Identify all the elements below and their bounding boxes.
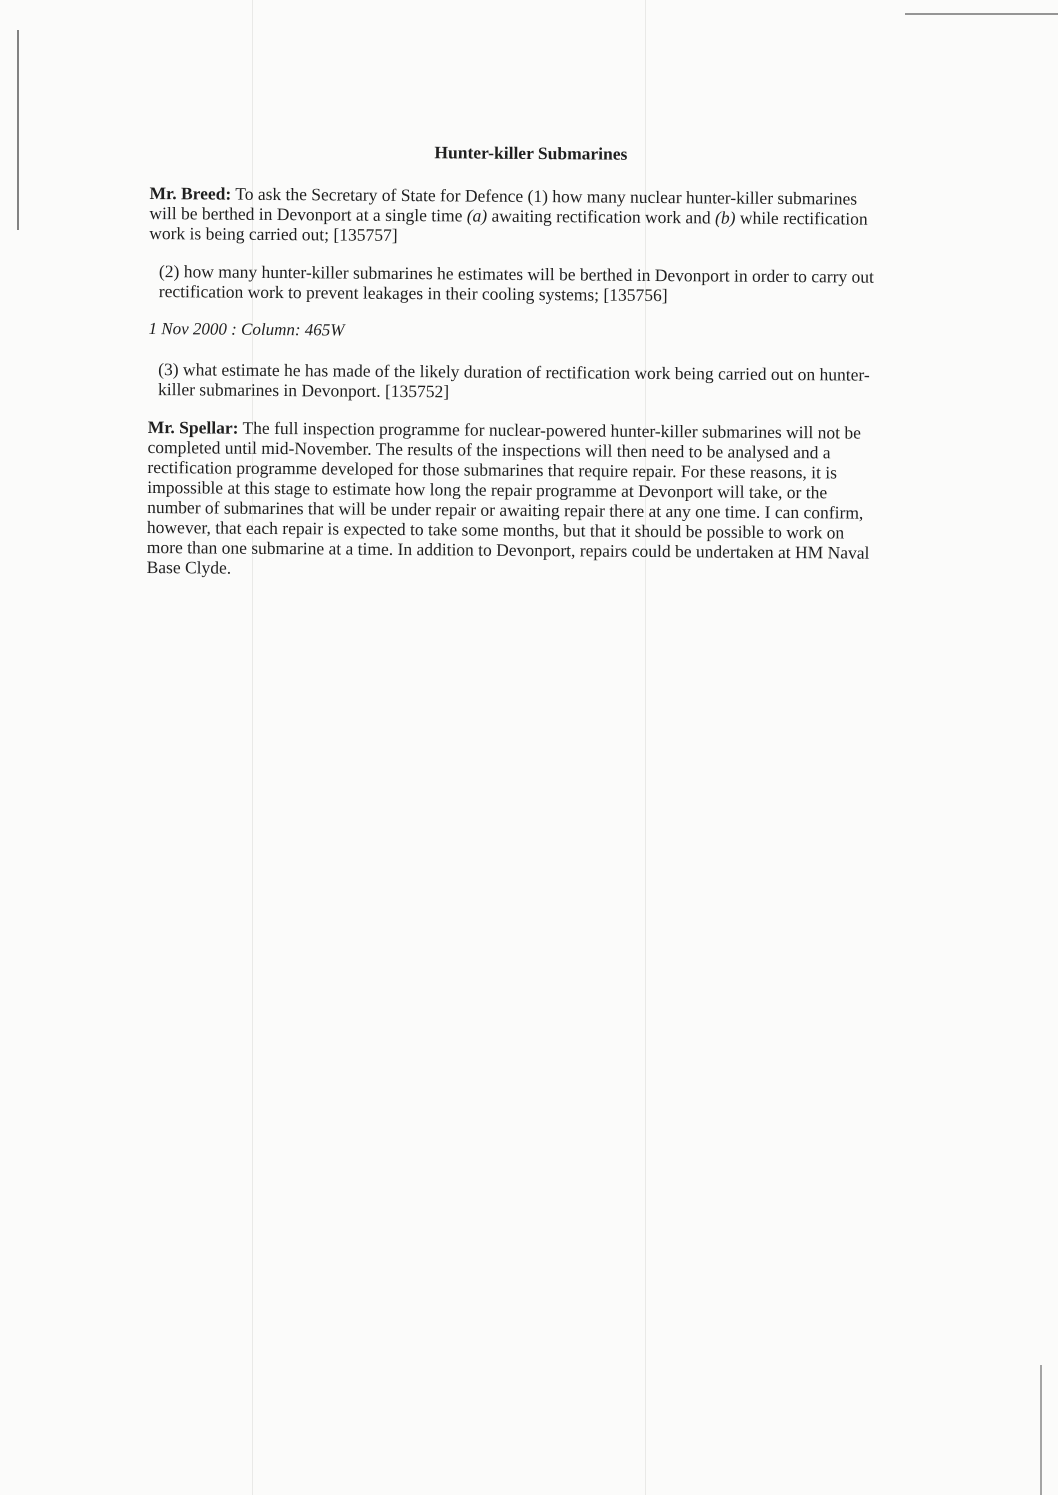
answer-text: The full inspection programme for nuclear-powered hunter-killer submarines will not be completed until mid-November. The results of the inspections will then need to be analysed and a rectification programme developed for those submarines that require repair. For these reasons, it is impossible at this stage to estimate how long the repair programme at Devonport will take, or the number of submarines that will be under repair or awaiting repair there at any one time. I can confirm, however, that each repair is expected to take some months, but that it should be possible to work on more than one submarine at a time. In addition to Devonport, repairs could be undertaken at HM Naval Base Clyde. [146,417,870,578]
answer-paragraph [147,417,880,583]
question-part-3: (3) what estimate he has made of the likely duration of rectification work being carried out on hunter-killer submarines in Devonport. [135752] [157,359,870,402]
question-paragraph [149,183,881,249]
question-part-2: (2) how many hunter-killer submarines he estimates will be berthed in Devonport in order to carry out rectification work to prevent leakages in their cooling systems; [135756] [158,261,875,306]
scan-edge-left [17,30,19,230]
column-citation: 1 Nov 2000 : Column: 465W [148,318,345,340]
question-marker-a: (a) [466,205,488,226]
scan-edge-top-right [905,13,1058,15]
question-speaker: Mr. Breed: [149,182,232,204]
question-intro: To ask the Secretary of State for Defence (1) how many nuclear hunter-killer submarines will be berthed in Devonport at a single time [149,183,858,226]
document-title: Hunter-killer Submarines [434,142,628,164]
question-end: while rectification work is being carried out; [135757] [149,207,868,245]
scan-edge-bottom-right [1040,1365,1042,1495]
question-between: awaiting rectification work and [487,205,716,228]
document-body [146,140,882,601]
question-marker-b: (b) [715,207,736,228]
answer-speaker: Mr. Spellar: [147,416,239,438]
